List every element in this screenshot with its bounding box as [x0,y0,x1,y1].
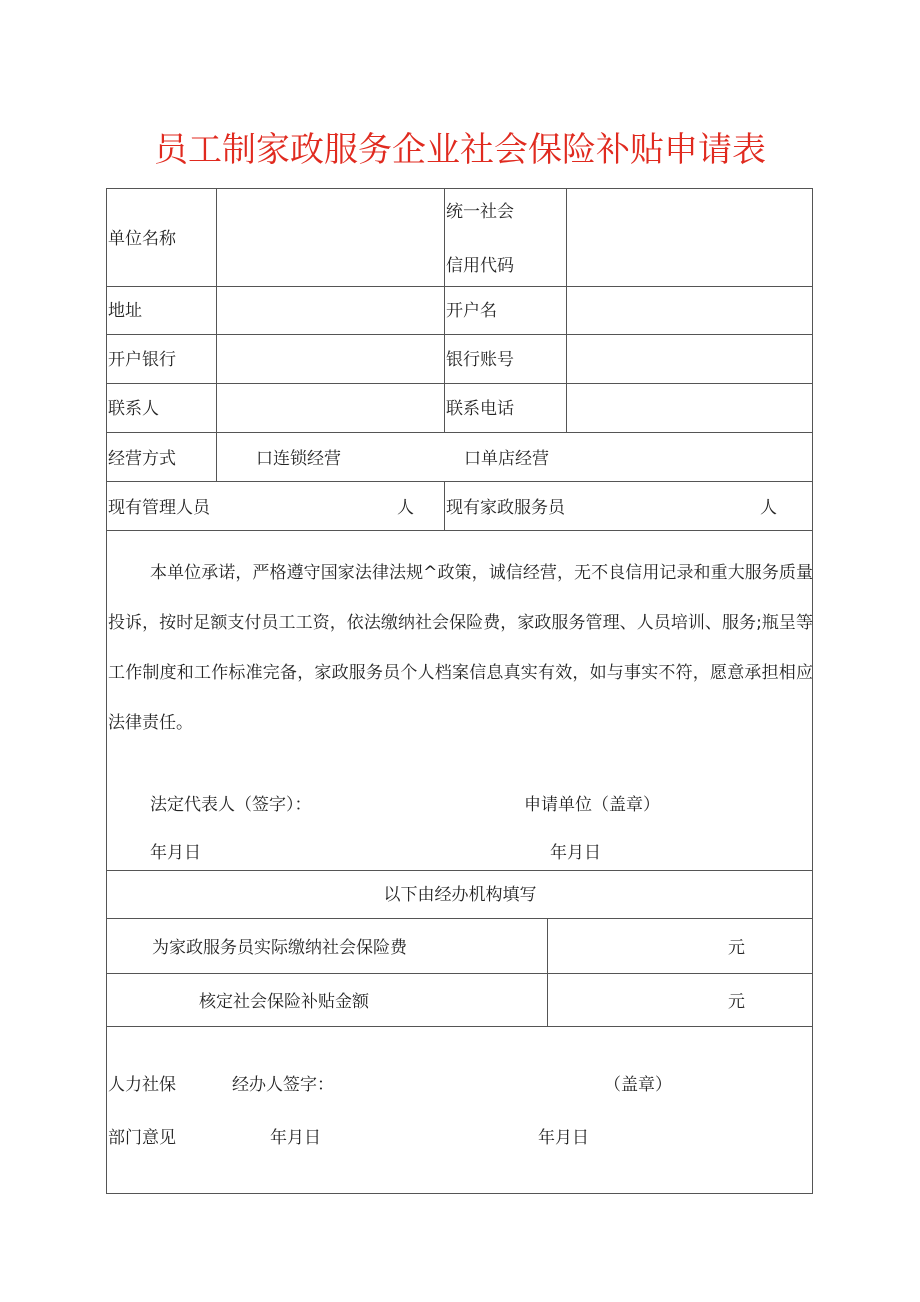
single-store-checkbox[interactable]: 口单店经营 [464,449,549,469]
row-divider [106,973,813,974]
credit-code-field[interactable] [567,189,812,285]
business-mode-label: 经营方式 [108,449,176,469]
row-divider [106,530,813,531]
handler-signature: 经办人签字： [232,1075,334,1095]
pledge-date-left: 年月日 [150,843,201,863]
column-divider [444,188,445,432]
row-divider [106,1026,813,1027]
phone-field[interactable] [567,384,812,431]
credit-code-label-line1: 统一社会 [446,202,514,222]
form-title: 员工制家政服务企业社会保险补贴申请表 [154,130,766,170]
agency-date-left: 年月日 [270,1128,321,1148]
credit-code-label-line2: 信用代码 [446,256,514,276]
managers-unit: 人 [397,498,414,518]
phone-label: 联系电话 [446,399,514,419]
column-divider [444,481,445,530]
contact-field[interactable] [217,384,443,431]
bank-field[interactable] [217,335,443,382]
pledge-date-right: 年月日 [550,843,601,863]
approved-amount-unit: 元 [728,992,745,1012]
applicant-seal: 申请单位（盖章） [524,795,660,815]
dept-seal: （盖章） [604,1075,672,1095]
contact-label: 联系人 [108,399,159,419]
row-divider [106,432,813,433]
pledge-text: 本单位承诺，严格遵守国家法律法规^政策，诚信经营，无不良信用记录和重大服务质量投诉，按时足额支付员工工资，依法缴纳社会保险费，家政服务管理、人员培训、服务;瓶呈等工作制度和工作标准完备，家政服务员个人档案信息真实有效，如与事实不符，愿意承担相应法律责任。 [108,563,813,733]
agency-date-right: 年月日 [538,1128,589,1148]
actual-paid-label: 为家政服务员实际缴纳社会保险费 [152,938,407,958]
agency-section-header: 以下由经办机构填写 [383,885,537,905]
workers-label: 现有家政服务员 [446,498,565,518]
account-name-label: 开户名 [446,301,497,321]
address-label: 地址 [108,301,142,321]
dept-opinion-label-line2: 部门意见 [108,1128,176,1148]
column-divider [547,918,548,1026]
bank-label: 开户银行 [108,350,176,370]
row-divider [106,481,813,482]
row-divider [106,918,813,919]
account-number-label: 银行账号 [446,350,514,370]
dept-opinion-label-line1: 人力社保 [108,1075,176,1095]
chain-operation-checkbox[interactable]: 口连锁经营 [256,449,341,469]
actual-paid-unit: 元 [728,938,745,958]
unit-name-label: 单位名称 [108,229,176,249]
row-divider [106,870,813,871]
address-field[interactable] [217,287,443,333]
legal-rep-signature: 法定代表人（签字）： [150,795,312,815]
workers-unit: 人 [760,498,777,518]
account-name-field[interactable] [567,287,812,333]
managers-label: 现有管理人员 [108,498,210,518]
unit-name-field[interactable] [217,189,443,285]
approved-amount-label: 核定社会保险补贴金额 [199,992,369,1012]
account-number-field[interactable] [567,335,812,382]
